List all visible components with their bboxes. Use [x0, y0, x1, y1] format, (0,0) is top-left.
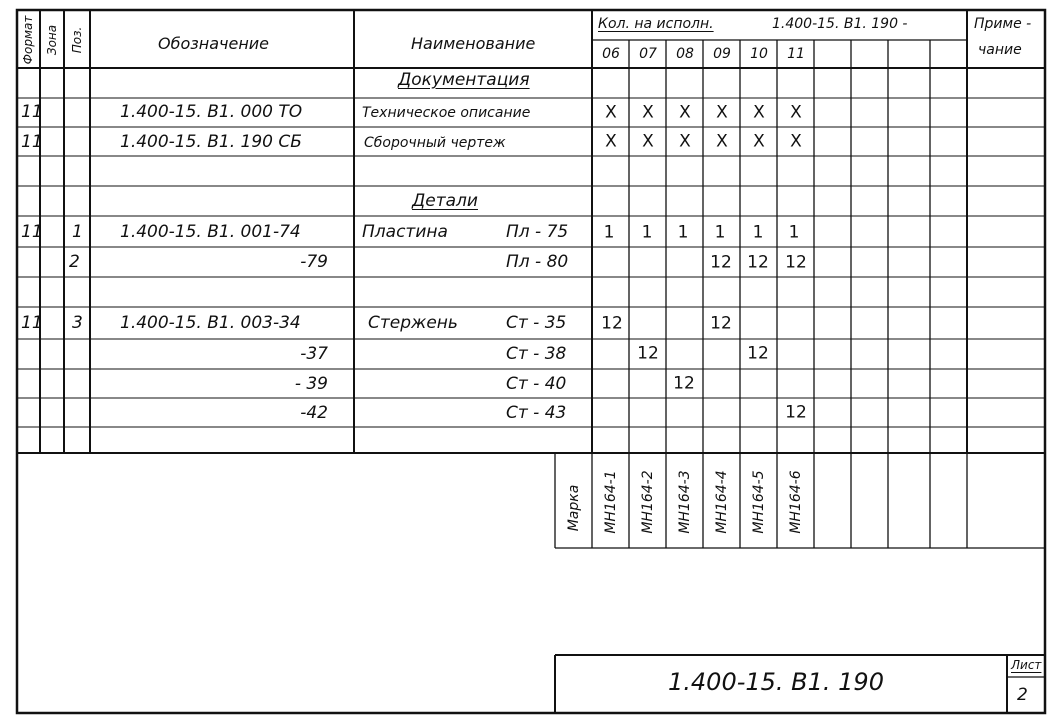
row-name: Сборочный чертеж — [364, 135, 506, 151]
mark-value: МН164-3 — [677, 470, 693, 534]
row-subname: Ст - 35 — [506, 313, 567, 333]
doc-base-header: 1.400-15. В1. 190 - — [772, 16, 908, 32]
row-subname: Ст - 38 — [506, 344, 567, 364]
name-header: Наименование — [411, 34, 536, 53]
variant-header: 06 — [602, 46, 620, 62]
mark-label: Марка — [566, 484, 582, 532]
qty-cell: 1 — [641, 222, 653, 243]
row-name: Стержень — [368, 313, 458, 333]
qty-cell: 12 — [785, 402, 807, 423]
qty-cell: 12 — [637, 343, 659, 364]
note-header-line1: Приме - — [974, 16, 1032, 32]
row-designation: 1.400-15. В1. 001-74 — [120, 222, 301, 242]
qty-cell: 1 — [788, 222, 800, 243]
note-header-line2: чание — [978, 42, 1022, 58]
variant-header: 10 — [750, 46, 768, 62]
row-name: Техническое описание — [362, 105, 531, 121]
row-subname: Ст - 43 — [506, 403, 567, 423]
row-position: 1 — [72, 222, 83, 242]
mark-value: МН164-6 — [788, 470, 804, 534]
variant-header: 08 — [676, 46, 694, 62]
sheet-label: Лист — [1011, 658, 1042, 672]
mark-value: МН164-4 — [714, 470, 730, 534]
qty-cell: 1 — [677, 222, 689, 243]
variant-header: 07 — [639, 46, 657, 62]
row-designation: -79 — [300, 252, 328, 272]
qty-cell: X — [605, 102, 617, 123]
variant-header: 09 — [713, 46, 731, 62]
position-header: Поз. — [70, 26, 84, 54]
qty-cell: X — [605, 131, 617, 152]
qty-cell: 12 — [710, 313, 732, 334]
qty-cell: 1 — [752, 222, 764, 243]
row-designation: 1.400-15. В1. 000 ТО — [120, 102, 303, 122]
sheet-number: 2 — [1017, 685, 1028, 705]
section-parts: Детали — [412, 191, 478, 211]
row-designation: 1.400-15. В1. 190 СБ — [120, 132, 302, 152]
qty-cell: X — [642, 131, 654, 152]
qty-cell: X — [679, 131, 691, 152]
qty-cell: 12 — [601, 313, 623, 334]
qty-cell: X — [753, 131, 765, 152]
qty-cell: 12 — [785, 252, 807, 273]
row-format: 11 — [21, 313, 43, 333]
qty-cell: X — [679, 102, 691, 123]
qty-cell: X — [790, 131, 802, 152]
row-designation: -37 — [300, 344, 328, 364]
qty-cell: 12 — [747, 252, 769, 273]
qty-cell: X — [753, 102, 765, 123]
variant-header: 11 — [787, 46, 805, 62]
mark-value: МН164-2 — [640, 470, 656, 534]
mark-value: МН164-5 — [751, 470, 767, 534]
mark-value: МН164-1 — [603, 470, 619, 534]
qty-cell: X — [716, 102, 728, 123]
row-designation: 1.400-15. В1. 003-34 — [120, 313, 301, 333]
qty-header: Кол. на исполн. — [598, 16, 714, 32]
format-header: Формат — [21, 15, 35, 65]
qty-cell: 12 — [710, 252, 732, 273]
qty-cell: 1 — [603, 222, 615, 243]
row-name: Пластина — [362, 222, 448, 242]
qty-cell: X — [790, 102, 802, 123]
designation-header: Обозначение — [158, 34, 270, 53]
qty-cell: 12 — [673, 373, 695, 394]
row-designation: - 39 — [294, 374, 328, 394]
row-subname: Пл - 75 — [506, 222, 569, 242]
row-subname: Пл - 80 — [506, 252, 569, 272]
row-position: 2 — [69, 252, 80, 272]
qty-cell: 12 — [747, 343, 769, 364]
row-format: 11 — [21, 132, 43, 152]
row-format: 11 — [21, 102, 43, 122]
row-format: 11 — [21, 222, 43, 242]
row-subname: Ст - 40 — [506, 374, 567, 394]
row-position: 3 — [72, 313, 83, 333]
qty-cell: 1 — [714, 222, 726, 243]
qty-cell: X — [716, 131, 728, 152]
document-number: 1.400-15. В1. 190 — [668, 668, 884, 696]
row-designation: -42 — [300, 403, 328, 423]
qty-cell: X — [642, 102, 654, 123]
zone-header: Зона — [45, 24, 59, 56]
section-documentation: Документация — [398, 70, 530, 90]
